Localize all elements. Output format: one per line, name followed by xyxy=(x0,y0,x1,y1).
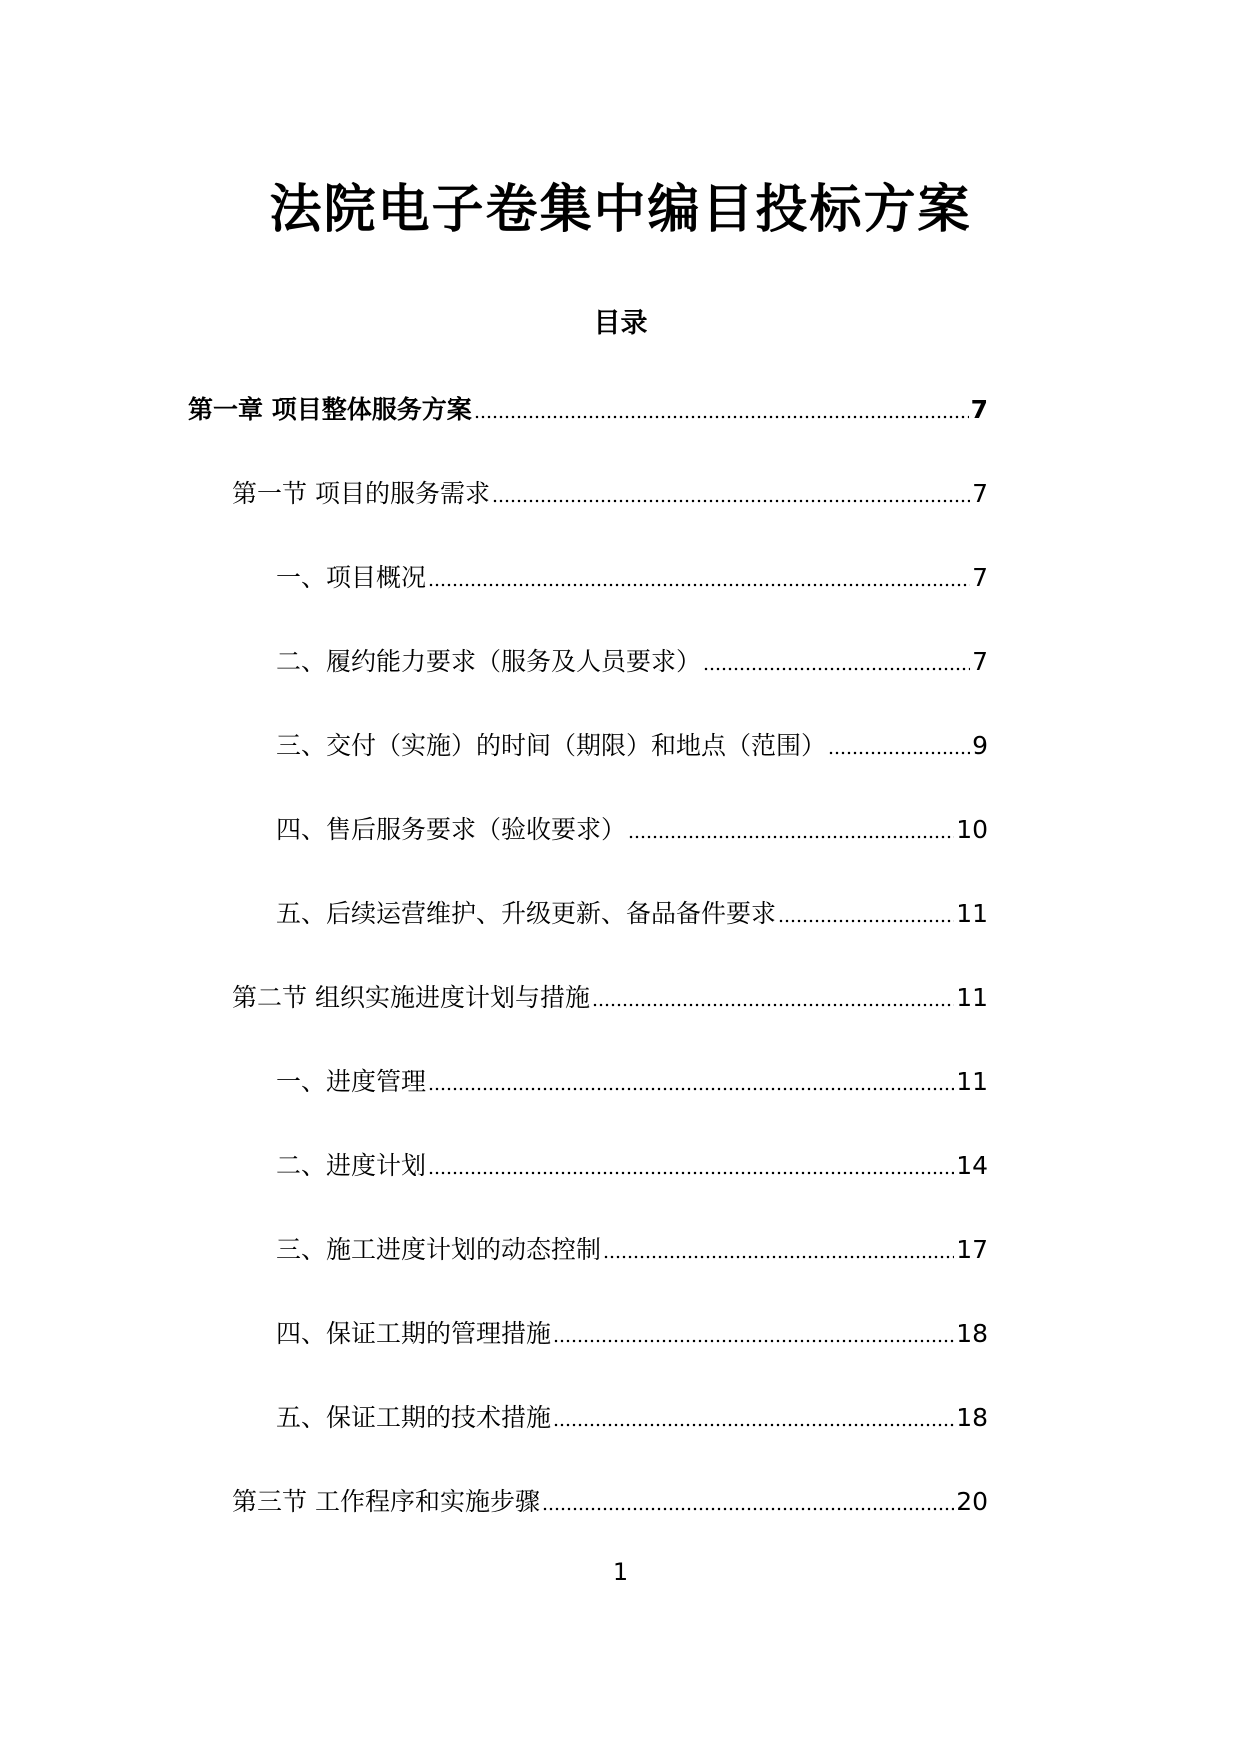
toc-entry-title: 第一章 项目整体服务方案 xyxy=(188,395,472,424)
toc-entry-page: 18 xyxy=(956,1403,988,1432)
toc-entry[interactable] xyxy=(276,1058,988,1098)
toc-entry-page: 17 xyxy=(956,1235,988,1264)
toc-entry[interactable] xyxy=(276,806,988,846)
toc-entry-title: 第二节 组织实施进度计划与措施 xyxy=(232,983,590,1012)
toc-entry-page: 14 xyxy=(956,1151,988,1180)
toc-leader-dots xyxy=(828,751,970,755)
toc-heading: 目录 xyxy=(593,308,648,339)
toc-entry-page: 11 xyxy=(956,899,988,928)
toc-leader-dots xyxy=(628,835,954,839)
toc-entry[interactable] xyxy=(232,470,988,510)
toc-entry[interactable] xyxy=(276,1226,988,1266)
toc-leader-dots xyxy=(778,919,954,923)
toc-entry-page: 11 xyxy=(956,983,988,1012)
toc-entry-page: 7 xyxy=(970,395,988,424)
toc-leader-dots xyxy=(474,415,969,419)
toc-entry-title: 四、保证工期的管理措施 xyxy=(276,1319,552,1348)
toc-entry-page: 18 xyxy=(956,1319,988,1348)
toc-entry[interactable] xyxy=(276,1310,988,1350)
toc-leader-dots xyxy=(428,1087,954,1091)
toc-leader-dots xyxy=(492,499,970,503)
toc-entry-title: 第一节 项目的服务需求 xyxy=(232,479,490,508)
toc-entry-page: 7 xyxy=(972,647,988,676)
toc-entry[interactable] xyxy=(232,1478,988,1518)
toc-leader-dots xyxy=(553,1423,954,1427)
toc-leader-dots xyxy=(553,1339,954,1343)
toc-leader-dots xyxy=(428,1171,954,1175)
toc-entry[interactable] xyxy=(276,638,988,678)
toc-entry-title: 第三节 工作程序和实施步骤 xyxy=(232,1487,540,1516)
toc-entry-title: 四、售后服务要求（验收要求） xyxy=(276,815,627,844)
toc-entry[interactable] xyxy=(276,1142,988,1182)
toc-entry[interactable] xyxy=(276,890,988,930)
toc-entry-page: 7 xyxy=(972,563,988,592)
toc-entry-title: 五、后续运营维护、升级更新、备品备件要求 xyxy=(276,899,777,928)
toc-entry[interactable] xyxy=(276,722,988,762)
toc-leader-dots xyxy=(703,667,970,671)
toc-entry-title: 一、项目概况 xyxy=(276,563,427,592)
toc-leader-dots xyxy=(592,1003,954,1007)
toc-leader-dots xyxy=(428,583,970,587)
toc-entry[interactable] xyxy=(188,386,988,426)
toc-entry-title: 三、施工进度计划的动态控制 xyxy=(276,1235,602,1264)
toc-leader-dots xyxy=(542,1507,954,1511)
document-title: 法院电子卷集中编目投标方案 xyxy=(269,180,972,240)
toc-entry[interactable] xyxy=(232,974,988,1014)
page-number: 1 xyxy=(612,1558,629,1586)
toc-entry-page: 10 xyxy=(956,815,988,844)
toc-entry-page: 7 xyxy=(972,479,988,508)
toc-entry-title: 一、进度管理 xyxy=(276,1067,427,1096)
toc-entry-title: 五、保证工期的技术措施 xyxy=(276,1403,552,1432)
toc-entry[interactable] xyxy=(276,1394,988,1434)
toc-entry[interactable] xyxy=(276,554,988,594)
toc-entry-title: 三、交付（实施）的时间（期限）和地点（范围） xyxy=(276,731,827,760)
toc-entry-page: 20 xyxy=(956,1487,988,1516)
toc-entry-page: 9 xyxy=(972,731,988,760)
toc-entry-title: 二、履约能力要求（服务及人员要求） xyxy=(276,647,702,676)
toc-entry-page: 11 xyxy=(956,1067,988,1096)
toc-leader-dots xyxy=(603,1255,954,1259)
toc-entry-title: 二、进度计划 xyxy=(276,1151,427,1180)
